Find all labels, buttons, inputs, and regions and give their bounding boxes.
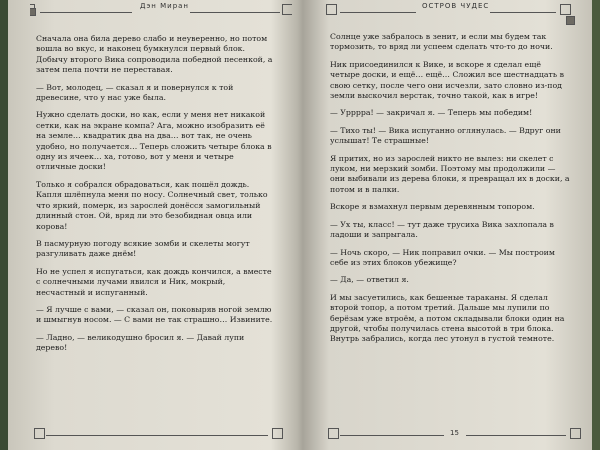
footer-rule <box>46 435 268 436</box>
left-page <box>30 0 292 450</box>
footer-square-icon <box>34 428 45 439</box>
paragraph: — Ночь скоро, — Ник поправил очки. — Мы построим себе из этих блоков убежище? <box>330 247 555 267</box>
paragraph: Но не успел я испугаться, как дождь кончился, а вместе с солнечными лучами явился и Ник, мокрый, несчастный и испуганный. <box>36 266 272 297</box>
header-rule <box>40 12 132 13</box>
paragraph: — Вот, молодец, — сказал я и повернулся к той древесине, что у нас уже была. <box>36 82 234 103</box>
footer-rule <box>340 435 444 436</box>
paragraph: Нужно сделать доски, но как, если у меня нет никакой сетки, как на экране компа? Ага, можно изобразить её на земле… квадратик два на два… вот так, не очень удобно, но получается… Теперь сложить четыре блока в одну из ячеек… ха, готово, вот у меня и четыре отличные доски! <box>36 110 272 172</box>
header-rule <box>340 12 416 13</box>
header-rule <box>490 12 556 13</box>
footer-square-icon <box>328 428 339 439</box>
paragraph: — Я лучше с вами, — сказал он, поковыряв ногой землю и шмыгнув носом. — С вами не так страшно… Извините. <box>36 304 273 325</box>
left-page-header <box>30 0 292 24</box>
paragraph: Только я собрался обрадоваться, как пошёл дождь. Капля шлёпнула меня по носу. Солнечный свет, только что яркий, померк, из зарослей донёсся замогильный длинный стон. Ой, вряд ли это безобидная овца или корова! <box>36 179 268 231</box>
paragraph: Сначала она била дерево слабо и неуверенно, но потом вошла во вкус, и наконец бумкнулся первый блок. Добычу второго Вика сопроводила победной песенкой, а затем пела почти не переставая. <box>36 34 273 75</box>
paragraph: — Да, — ответил я. <box>330 275 409 285</box>
header-square-icon <box>566 16 575 25</box>
header-rule <box>190 12 280 13</box>
header-square-icon <box>560 4 571 15</box>
right-running-header: ОСТРОВ ЧУДЕС <box>422 2 490 10</box>
paragraph: И мы засуетились, как бешеные тараканы. Я сделал второй топор, а потом третий. Дальше мы лупили по берёзам уже втроём, а потом складывали блоки один на другой, чтобы получилась стена высотой в три блока. Внутрь забрались, когда лес утонул в густой темноте. <box>330 292 565 344</box>
paragraph: Солнце уже забралось в зенит, и если мы будем так тормозить, то вряд ли успеем сделать что-то до ночи. <box>330 32 553 52</box>
header-square-icon <box>30 8 36 16</box>
right-page-header <box>326 0 584 24</box>
page-number: 15 <box>450 429 459 437</box>
left-running-header: Дэн Миран <box>140 2 190 10</box>
footer-rule <box>466 435 566 436</box>
paragraph: Я притих, но из зарослей никто не вылез: ни скелет с луком, ни мерзкий зомби. Поэтому мы продолжили — они выбивали из дерева блоки, я превращал их в доски, а потом и в палки. <box>330 153 570 194</box>
header-square-icon <box>326 4 337 15</box>
right-page-body <box>330 32 570 352</box>
paragraph: — Ух ты, класс! — тут даже трусиха Вика захлопала в ладоши и запрыгала. <box>330 219 554 240</box>
left-page-footer <box>30 428 292 442</box>
right-page <box>326 0 584 450</box>
footer-square-icon <box>272 428 283 439</box>
paragraph: Ник присоединился к Вике, и вскоре я сделал ещё четыре доски, и ещё… ещё… Сложил все шестнадцать в свою сетку, после чего они исчезли, зато словно из-под земли выскочил верстак, точно такой, как в игре! <box>330 59 564 101</box>
footer-square-icon <box>570 428 581 439</box>
paragraph: — Урррра! — закричал я. — Теперь мы победим! <box>330 108 533 118</box>
paragraph: В пасмурную погоду всякие зомби и скелеты могут разгуливать даже днём! <box>36 238 250 259</box>
paragraph: — Тихо ты! — Вика испуганно оглянулась. — Вдруг они услышат! Те страшные! <box>330 125 561 146</box>
paragraph: — Ладно, — великодушно бросил я. — Давай лупи дерево! <box>36 332 245 353</box>
header-square-icon <box>282 4 292 15</box>
paragraph: Вскоре я взмахнул первым деревянным топором. <box>330 202 535 212</box>
left-page-body <box>36 34 276 361</box>
book-spread <box>8 0 592 450</box>
right-page-footer <box>326 428 584 442</box>
